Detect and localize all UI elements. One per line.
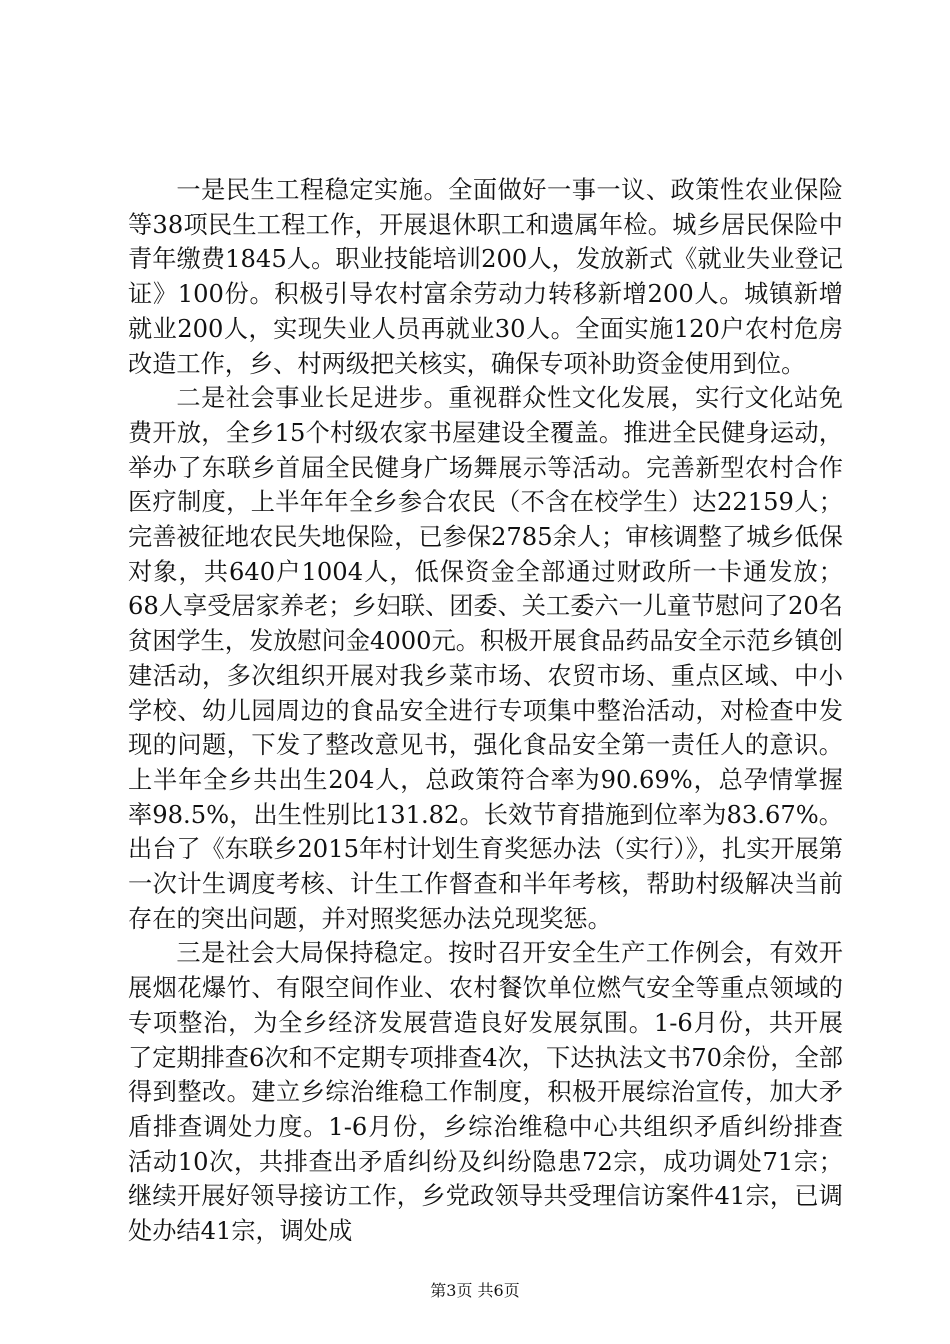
- paragraph-stability: 三是社会大局保持稳定。按时召开安全生产工作例会，有效开展烟花爆竹、有限空间作业、农村餐饮单位燃气安全等重点领域的专项整治，为全乡经济发展营造良好发展氛围。1-6月份，共开展了定期排查6次和不定期专项排查4次，下达执法文书70余份，全部得到整改。建立乡综治维稳工作制度，积极开展综治宣传，加大矛盾排查调处力度。1-6月份，乡综治维稳中心共组织矛盾纠纷排查活动10次，共排查出矛盾纠纷及纠纷隐患72宗，成功调处71宗；继续开展好领导接访工作，乡党政领导共受理信访案件41宗，已调处办结41宗，调处成: [128, 939, 843, 1246]
- paragraph-social-affairs: 二是社会事业长足进步。重视群众性文化发展，实行文化站免费开放，全乡15个村级农家书屋建设全覆盖。推进全民健身运动，举办了东联乡首届全民健身广场舞展示等活动。完善新型农村合作医疗制度，上半年年全乡参合农民（不含在校学生）达22159人；完善被征地农民失地保险，已参保2785余人；审核调整了城乡低保对象，共640户1004人，低保资金全部通过财政所一卡通发放；68人享受居家养老；乡妇联、团委、关工委六一儿童节慰问了20名贫困学生，发放慰问金4000元。积极开展食品药品安全示范乡镇创建活动，多次组织开展对我乡菜市场、农贸市场、重点区域、中小学校、幼儿园周边的食品安全进行专项集中整治活动，对检查中发现的问题，下发了整改意见书，强化食品安全第一责任人的意识。上半年全乡共出生204人，总政策符合率为90.69%，总孕情掌握率98.5%，出生性别比131.82。长效节育措施到位率为83.67%。出台了《东联乡2015年村计划生育奖惩办法（实行）》，扎实开展第一次计生调度考核、计生工作督查和半年考核，帮助村级解决当前存在的突出问题，并对照奖惩办法兑现奖惩。: [128, 384, 843, 933]
- page-footer: 第3页 共6页: [430, 1281, 520, 1300]
- document-body: [128, 173, 843, 1249]
- paragraph-livelihood: 一是民生工程稳定实施。全面做好一事一议、政策性农业保险等38项民生工程工作，开展退休职工和遗属年检。城乡居民保险中青年缴费1845人。职业技能培训200人，发放新式《就业失业登记证》100份。积极引导农村富余劳动力转移新增200人。城镇新增就业200人，实现失业人员再就业30人。全面实施120户农村危房改造工作，乡、村两级把关核实，确保专项补助资金使用到位。: [128, 176, 843, 378]
